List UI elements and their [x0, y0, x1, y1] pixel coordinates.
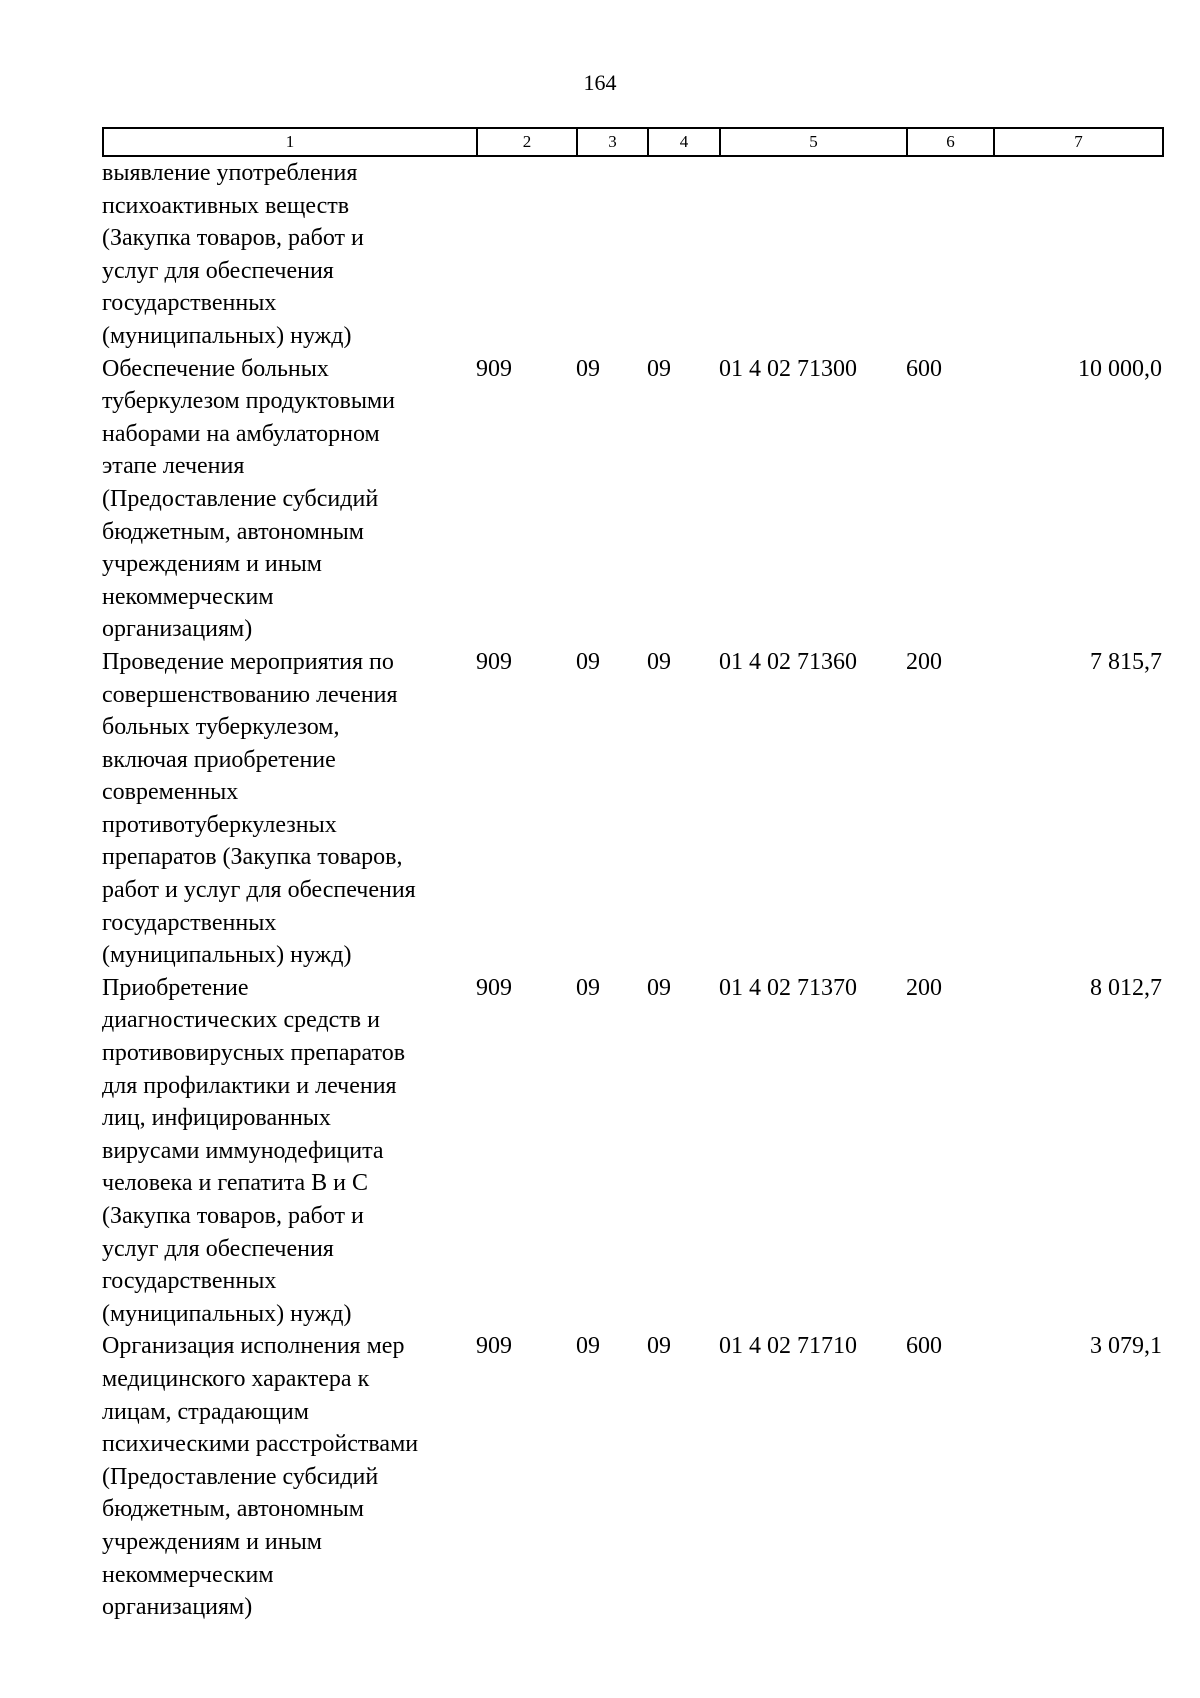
- ministry-code: 909: [476, 355, 512, 382]
- description-line: учреждениям и иным: [102, 551, 322, 578]
- description-line: (Предоставление субсидий: [102, 485, 379, 512]
- table-row: [102, 353, 1162, 646]
- description-line: диагностических средств и: [102, 1007, 380, 1034]
- description-line: Проведение мероприятия по: [102, 648, 394, 675]
- description-line: (муниципальных) нужд): [102, 322, 352, 349]
- amount: 7 815,7: [1090, 648, 1162, 675]
- description-line: Обеспечение больных: [102, 355, 329, 382]
- description-line: современных: [102, 779, 239, 806]
- expense-description: [102, 157, 476, 353]
- description-line: лиц, инфицированных: [102, 1105, 331, 1132]
- subsection-code: 09: [647, 1333, 671, 1360]
- column-header-4: 4: [648, 128, 720, 156]
- section-code: 09: [576, 355, 600, 382]
- table-row: [102, 157, 1162, 353]
- description-line: лицам, страдающим: [102, 1398, 309, 1425]
- description-line: государственных: [102, 909, 277, 936]
- target-article-code: 01 4 02 71360: [719, 648, 857, 675]
- description-line: Организация исполнения мер: [102, 1333, 405, 1360]
- budget-table-body: [102, 157, 1162, 1624]
- description-line: некоммерческим: [102, 583, 274, 610]
- description-line: человека и гепатита B и C: [102, 1170, 369, 1197]
- subsection-code: 09: [647, 648, 671, 675]
- description-line: противовирусных препаратов: [102, 1040, 406, 1067]
- expense-type-code: 600: [906, 1333, 942, 1360]
- column-header-1: 1: [103, 128, 477, 156]
- description-line: этапе лечения: [102, 453, 245, 480]
- description-line: услуг для обеспечения: [102, 257, 334, 284]
- column-header-7: 7: [994, 128, 1163, 156]
- description-line: работ и услуг для обеспечения: [102, 877, 416, 904]
- description-line: услуг для обеспечения: [102, 1235, 334, 1262]
- description-line: организациям): [102, 1594, 253, 1621]
- subsection-code: 09: [647, 355, 671, 382]
- expense-description: [102, 972, 476, 1331]
- expense-type-code: 200: [906, 974, 942, 1001]
- column-number-row: [103, 128, 1163, 156]
- amount: 8 012,7: [1090, 974, 1162, 1001]
- description-line: (Закупка товаров, работ и: [102, 225, 364, 252]
- subsection-code: 09: [647, 974, 671, 1001]
- description-line: психоактивных веществ: [102, 192, 350, 219]
- table-row: [102, 1330, 1162, 1623]
- description-line: для профилактики и лечения: [102, 1072, 397, 1099]
- page-number: 164: [583, 70, 617, 95]
- section-code: 09: [576, 648, 600, 675]
- description-line: организациям): [102, 616, 253, 643]
- expense-description: [102, 353, 476, 646]
- budget-table: [102, 157, 1162, 1624]
- target-article-code: [719, 157, 906, 353]
- description-line: (Закупка товаров, работ и: [102, 1203, 364, 1229]
- description-line: выявление употребления: [102, 160, 358, 186]
- ministry-code: 909: [476, 974, 512, 1001]
- description-line: больных туберкулезом,: [102, 714, 340, 741]
- table-row: [102, 646, 1162, 972]
- expense-type-code: [906, 157, 993, 353]
- description-line: включая приобретение: [102, 746, 336, 773]
- column-header-table: [102, 127, 1164, 157]
- description-line: Приобретение: [102, 974, 249, 1001]
- ministry-code: 909: [476, 1333, 512, 1360]
- description-line: бюджетным, автономным: [102, 1496, 364, 1523]
- table-row: [102, 972, 1162, 1331]
- ministry-code: [476, 157, 576, 353]
- amount: 10 000,0: [1078, 355, 1162, 382]
- description-line: (Предоставление субсидий: [102, 1463, 379, 1490]
- description-line: туберкулезом продуктовыми: [102, 388, 396, 415]
- description-line: учреждениям и иным: [102, 1528, 322, 1555]
- amount: 3 079,1: [1090, 1333, 1162, 1360]
- description-line: наборами на амбулаторном: [102, 420, 380, 447]
- column-header-2: 2: [477, 128, 577, 156]
- target-article-code: 01 4 02 71370: [719, 974, 857, 1001]
- ministry-code: 909: [476, 648, 512, 675]
- description-line: (муниципальных) нужд): [102, 1300, 352, 1327]
- description-line: психическими расстройствами: [102, 1431, 419, 1458]
- target-article-code: 01 4 02 71300: [719, 355, 857, 382]
- description-line: некоммерческим: [102, 1561, 274, 1588]
- description-line: (муниципальных) нужд): [102, 942, 352, 969]
- column-header-6: 6: [907, 128, 994, 156]
- section-code: [576, 157, 647, 353]
- subsection-code: [647, 157, 719, 353]
- description-line: совершенствованию лечения: [102, 681, 398, 708]
- column-header-3: 3: [577, 128, 648, 156]
- description-line: медицинского характера к: [102, 1365, 370, 1392]
- description-line: бюджетным, автономным: [102, 518, 364, 545]
- target-article-code: 01 4 02 71710: [719, 1333, 857, 1360]
- description-line: противотуберкулезных: [102, 811, 337, 838]
- description-line: государственных: [102, 1268, 277, 1295]
- description-line: препаратов (Закупка товаров,: [102, 844, 403, 871]
- description-line: государственных: [102, 290, 277, 317]
- column-header-5: 5: [720, 128, 907, 156]
- expense-type-code: 600: [906, 355, 942, 382]
- expense-description: [102, 646, 476, 972]
- description-line: вирусами иммунодефицита: [102, 1137, 384, 1164]
- section-code: 09: [576, 974, 600, 1001]
- expense-type-code: 200: [906, 648, 942, 675]
- section-code: 09: [576, 1333, 600, 1360]
- amount: [993, 157, 1162, 353]
- expense-description: [102, 1330, 476, 1623]
